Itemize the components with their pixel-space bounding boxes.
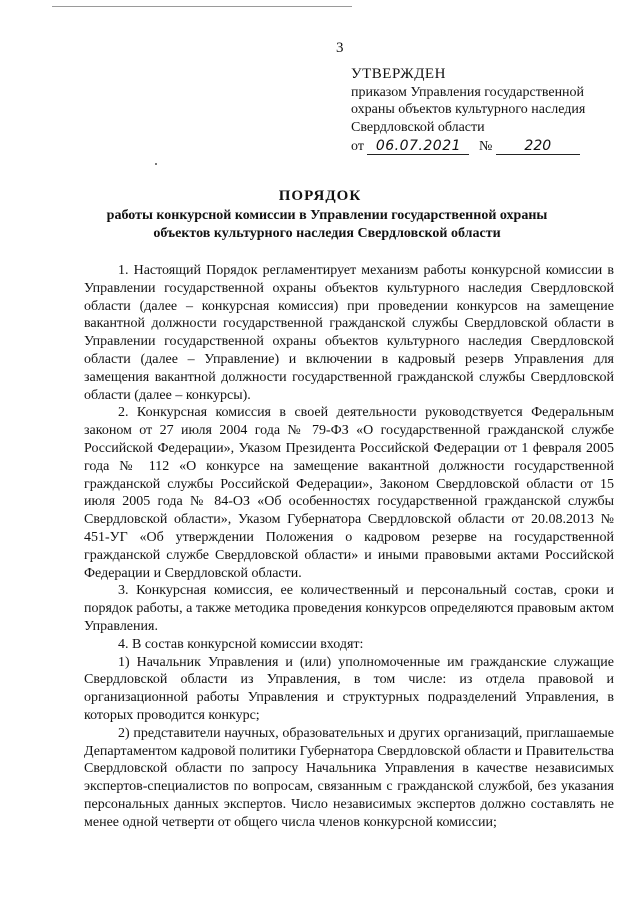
approval-line-1: приказом Управления государственной <box>351 84 585 100</box>
page-number: 3 <box>336 40 344 56</box>
scan-edge-line <box>52 6 352 7</box>
paragraph-4-item-1: 1) Начальник Управления и (или) уполномоченные им гражданские служащие Свердловской области из Управления, в том числе: из отдела правовой и организационной работы Управления и структурных подразделений Управления, в которых проводится конкурс; <box>84 654 614 723</box>
paragraph-3: 3. Конкурсная комиссия, ее количественный и персональный состав, сроки и порядок работы, а также методика проведения конкурсов определяются правовым актом Управления. <box>84 583 614 634</box>
paragraph-4-item-2: 2) представители научных, образовательных и других организаций, приглашаемые Департаментом кадровой политики Губернатора Свердловской области и Правительства Свердловской области по запросу Начальника Управления в качестве независимых экспертов-специалистов по вопросам, связанным с гражданской службой, без указания персональных данных экспертов. Число независимых экспертов должно составлять не менее одной четверти от общего числа членов конкурсной комиссии; <box>84 725 614 830</box>
document-title: ПОРЯДОК <box>278 188 362 204</box>
approval-line-3: Свердловской области <box>351 119 485 135</box>
date-prefix: от <box>351 139 364 154</box>
approval-date-line <box>351 138 616 156</box>
document-subtitle: работы конкурсной комиссии в Управлении государственной охраны объектов культурного наследия Свердловской области <box>106 208 548 241</box>
approval-block <box>351 66 616 156</box>
scan-speck <box>155 163 157 165</box>
paragraph-2: 2. Конкурсная комиссия в своей деятельности руководствуется Федеральным законом от 27 июля 2004 года № 79-ФЗ «О государственной гражданской службе Российской Федерации», Указом Президента Российской Федерации от 1 февраля 2005 года № 112 «О конкурсе на замещение вакантной должности государственной гражданской службы Российской Федерации», Законом Свердловской области от 15 июля 2005 года № 84-ОЗ «Об особенностях государственной гражданской службы Свердловской области», Указом Губернатора Свердловской области от 20.08.2013 № 451-УГ «Об утверждении Положения о кадровом резерве на государственной гражданской службе Свердловской области» и иными правовыми актами Российской Федерации и Свердловской области. <box>84 405 614 581</box>
handwritten-date: 06.07.2021 <box>367 138 469 155</box>
approval-line-2: охраны объектов культурного наследия <box>351 102 586 117</box>
handwritten-number: 220 <box>496 138 580 155</box>
paragraph-4: 4. В состав конкурсной комиссии входят: <box>118 636 364 652</box>
paragraph-1: 1. Настоящий Порядок регламентирует механизм работы конкурсной комиссии в Управлении государственной охраны объектов культурного наследия Свердловской области (далее – конкурсная комиссия) при проведении конкурсов на замещение вакантной должности государственной гражданской службы Свердловской области в Управлении государственной охраны объектов культурного наследия Свердловской области (далее – Управление) и включении в кадровый резерв Управления для замещения вакантной должности государственной гражданской службы Свердловской области (далее – конкурсы). <box>84 263 614 403</box>
number-prefix: № <box>478 139 493 154</box>
document-body <box>84 262 614 832</box>
approval-title: УТВЕРЖДЕН <box>351 66 446 82</box>
